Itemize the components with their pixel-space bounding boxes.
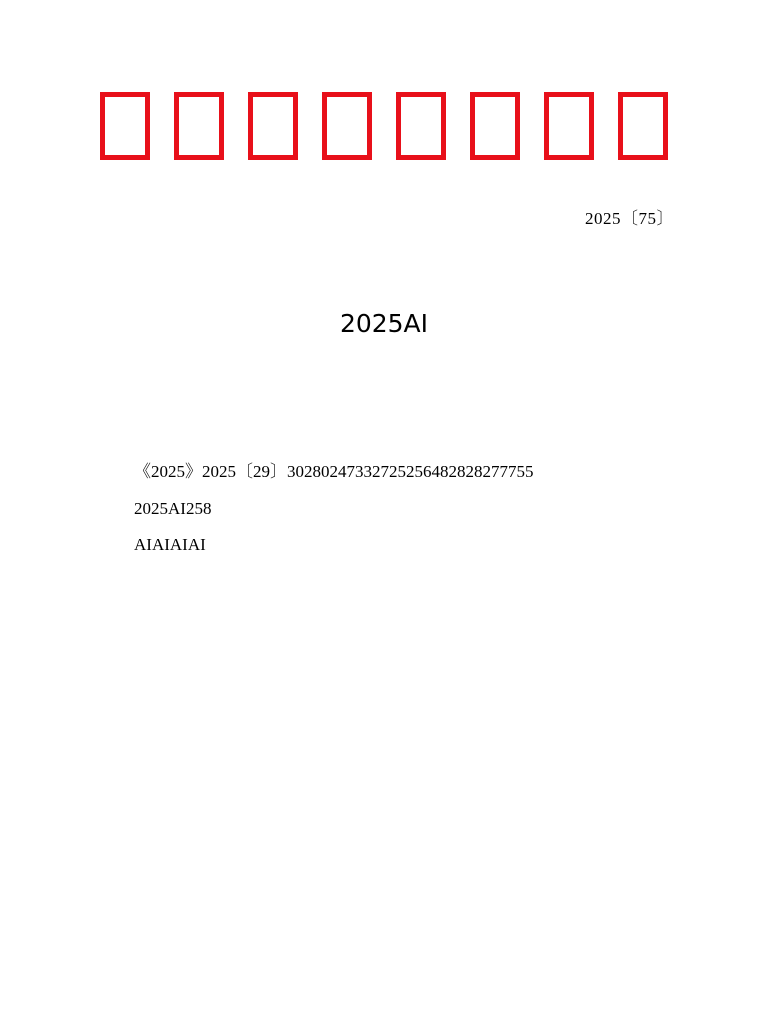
red-header bbox=[0, 92, 768, 160]
header-glyph bbox=[544, 92, 594, 160]
header-glyph bbox=[322, 92, 372, 160]
header-glyph bbox=[470, 92, 520, 160]
document-number: 2025〔75〕 bbox=[585, 209, 674, 228]
header-glyph bbox=[618, 92, 668, 160]
header-glyph bbox=[396, 92, 446, 160]
body-paragraph: 《2025》2025〔29〕30280247332725256482828277755 bbox=[134, 462, 534, 481]
header-glyph bbox=[100, 92, 150, 160]
body-paragraph: AIAIAIAI bbox=[134, 535, 206, 554]
title-line: 2025AI bbox=[339, 309, 429, 338]
document-body bbox=[94, 454, 676, 564]
body-paragraph: 2025AI258 bbox=[134, 498, 212, 518]
header-glyph bbox=[248, 92, 298, 160]
header-glyph bbox=[174, 92, 224, 160]
document-title bbox=[0, 306, 768, 342]
